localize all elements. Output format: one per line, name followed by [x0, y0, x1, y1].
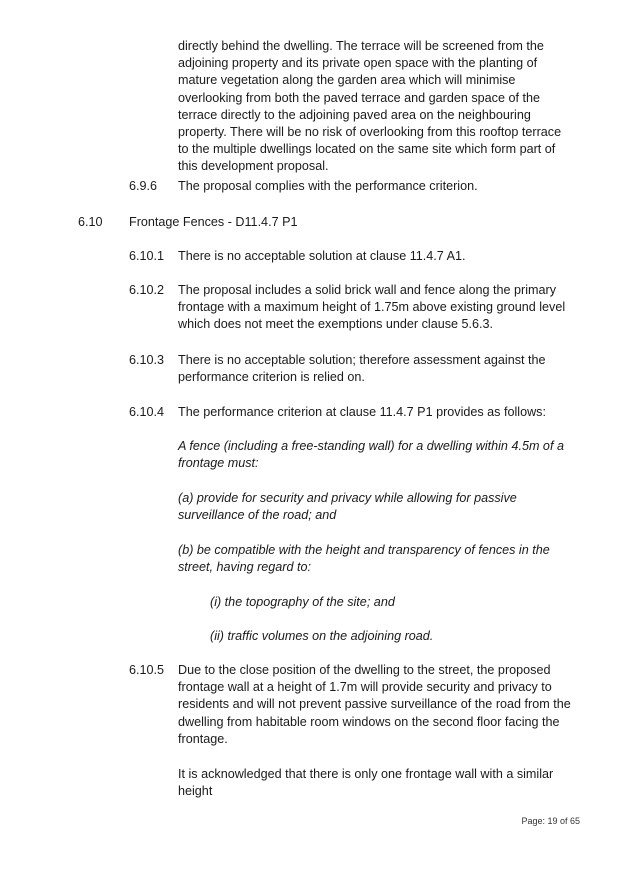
item-number-6-10-4: 6.10.4	[129, 405, 165, 419]
item-text-6-10-5: Due to the close position of the dwelling to the street, the proposed frontage wall at a height of 1.7m will provide security and privacy to residents and will not prevent passive surveillance of the road from the dwelling from habitable room windows on the second floor facing the frontage.	[178, 663, 571, 746]
item-number-6-10-5: 6.10.5	[129, 663, 165, 677]
quote-lead: A fence (including a free-standing wall) for a dwelling within 4.5m of a frontage must:	[178, 439, 564, 471]
item-text-6-9-6: The proposal complies with the performance criterion.	[178, 179, 478, 193]
quote-clause-a: (a) provide for security and privacy while allowing for passive surveillance of the road; and	[178, 491, 517, 523]
item-number-6-10-1: 6.10.1	[129, 249, 165, 263]
page-number: Page: 19 of 65	[521, 816, 580, 826]
item-text-6-10-1: There is no acceptable solution at clause 11.4.7 A1.	[178, 249, 466, 263]
item-text-6-10-2: The proposal includes a solid brick wall and fence along the primary frontage with a maximum height of 1.75m above existing ground level which does not meet the exemptions under clause 5.6.3.	[178, 283, 566, 332]
quote-clause-b: (b) be compatible with the height and transparency of fences in the street, having regard to:	[178, 543, 550, 575]
item-number-6-10-2: 6.10.2	[129, 283, 165, 297]
intro-paragraph: directly behind the dwelling. The terrace will be screened from the adjoining property and its private open space with the planting of mature vegetation along the garden area which will minimise overlooking from both the paved terrace and garden space of the terrace directly to the adjoining paved area on the neighbouring property. There will be no risk of overlooking from this rooftop terrace to the multiple dwellings located on the same site which form part of this development proposal.	[178, 39, 562, 174]
quote-subclause-ii: (ii) traffic volumes on the adjoining road.	[210, 629, 434, 643]
item-text-6-10-4: The performance criterion at clause 11.4.7 P1 provides as follows:	[178, 405, 546, 419]
item-text-6-10-3: There is no acceptable solution; therefore assessment against the performance criterion is relied on.	[178, 353, 546, 385]
section-title-6-10: Frontage Fences - D11.4.7 P1	[129, 215, 298, 229]
item-number-6-10-3: 6.10.3	[129, 353, 165, 367]
quote-subclause-i: (i) the topography of the site; and	[210, 595, 395, 609]
item-number-6-9-6: 6.9.6	[129, 179, 158, 193]
item-text-6-10-5-continued: It is acknowledged that there is only one frontage wall with a similar height	[178, 767, 554, 799]
section-number-6-10: 6.10	[78, 215, 103, 229]
